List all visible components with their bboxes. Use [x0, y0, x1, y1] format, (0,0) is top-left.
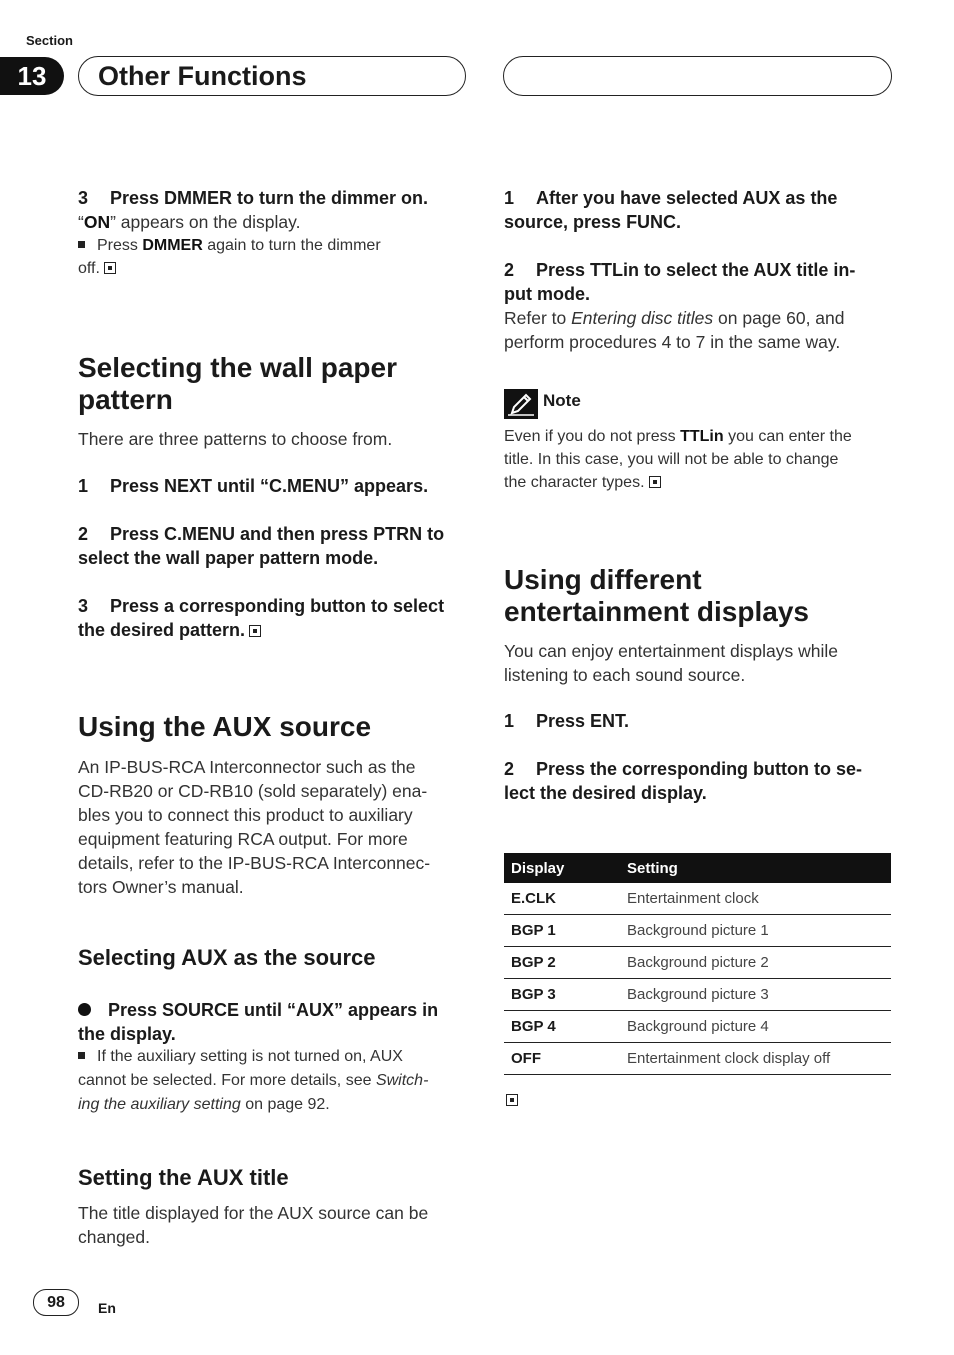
step2-body-rest: on page 60, and [713, 308, 845, 328]
dimmer-note-pre: Press [97, 237, 143, 254]
display-code: BGP 4 [504, 1011, 620, 1043]
step-text-line2: put mode. [504, 284, 590, 304]
step2-body-pre: Refer to [504, 308, 572, 328]
step-text: Press a corresponding button to select [110, 596, 445, 616]
aux-title-body [78, 1201, 466, 1249]
step2-body [504, 306, 892, 354]
note-line1-pre: Even if you do not press [504, 428, 681, 445]
column-header: Display [504, 853, 620, 883]
aux-title-body-line2: changed. [78, 1227, 151, 1247]
language-code: En [98, 1300, 116, 1316]
dimmer-step [78, 186, 466, 210]
note-line2: title. In this case, you will not be able to change [504, 451, 839, 468]
step-text: Press TTLin to select the AUX title in- [536, 260, 856, 280]
note-pencil-icon [504, 389, 538, 419]
step-number: 3 [78, 596, 89, 616]
note-line1-rest: you can enter the [723, 428, 852, 445]
display-code: BGP 2 [504, 947, 620, 979]
aux-body-line: CD-RB20 or CD-RB10 (sold separately) ena- [78, 781, 428, 801]
header-empty-box [503, 56, 892, 96]
entertainment-heading-line1: Using different [504, 564, 702, 595]
step2-body-line2: perform procedures 4 to 7 in the same way. [504, 332, 841, 352]
step-number: 1 [504, 188, 515, 208]
wall-paper-heading [78, 352, 466, 416]
aux-func-step-1 [504, 186, 892, 234]
aux-heading: Using the AUX source [78, 711, 372, 742]
aux-body-line: details, refer to the IP-BUS-RCA Interconnec- [78, 853, 431, 873]
step-text: Press ENT. [536, 711, 630, 731]
entertainment-intro [504, 639, 892, 687]
step-number: 1 [504, 711, 515, 731]
note-body [504, 425, 892, 494]
aux-note-line2: cannot be selected. For more details, see [78, 1072, 376, 1089]
entertainment-intro-line2: listening to each sound source. [504, 665, 746, 685]
display-code: OFF [504, 1043, 620, 1075]
quote-open: “ [78, 212, 84, 232]
page-number: 98 [33, 1289, 79, 1316]
step-number: 3 [78, 188, 89, 208]
step-text-line2: lect the desired display. [504, 783, 707, 803]
table-row [504, 947, 891, 979]
step-text-line2: the desired pattern. [78, 620, 246, 640]
entertainment-intro-line1: You can enjoy entertainment displays while [504, 641, 839, 661]
aux-body-line: bles you to connect this product to auxiliary [78, 805, 413, 825]
note-line3: the character types. [504, 474, 645, 491]
table-row [504, 915, 891, 947]
dimmer-note [78, 234, 466, 280]
aux-body-line: equipment featuring RCA output. For more [78, 829, 408, 849]
step-text: Press the corresponding button to se- [536, 759, 863, 779]
aux-body [78, 755, 466, 899]
display-table [504, 853, 891, 1075]
display-table-wrap [504, 853, 891, 1075]
aux-note-link-part2: ing the auxiliary setting [78, 1096, 241, 1113]
wall-step-2 [78, 522, 466, 570]
wall-heading-line2: pattern [78, 384, 173, 415]
display-code: BGP 1 [504, 915, 620, 947]
step-text-line2: select the wall paper pattern mode. [78, 548, 379, 568]
chapter-title: Other Functions [98, 61, 307, 91]
step-text: Press NEXT until “C.MENU” appears. [110, 476, 429, 496]
ttlin-keyword: TTLin [680, 428, 724, 445]
entertainment-step-1 [504, 709, 892, 733]
aux-source-heading: Selecting AUX as the source [78, 945, 376, 970]
aux-note-link-part1: Switch- [375, 1072, 429, 1089]
on-keyword: ON [83, 212, 111, 232]
column-header: Setting [620, 853, 891, 883]
section-label: Section [26, 33, 73, 48]
aux-source-step [78, 998, 466, 1046]
end-mark-icon [104, 262, 116, 274]
table-row [504, 1043, 891, 1075]
display-code: E.CLK [504, 883, 620, 915]
aux-body-line: An IP-BUS-RCA Interconnector such as the [78, 757, 416, 777]
end-mark-icon [649, 476, 661, 488]
aux-body-line: tors Owner’s manual. [78, 877, 244, 897]
aux-title-heading: Setting the AUX title [78, 1165, 289, 1190]
table-end-mark [506, 1092, 518, 1110]
entertainment-step-2 [504, 757, 892, 805]
aux-source-note [78, 1045, 466, 1117]
step-number: 2 [78, 524, 89, 544]
table-row [504, 883, 891, 915]
step-number: 1 [78, 476, 89, 496]
display-setting: Background picture 2 [620, 947, 891, 979]
display-setting: Background picture 1 [620, 915, 891, 947]
dimmer-note-line2: off. [78, 260, 100, 277]
wall-heading-line1: Selecting the wall paper [78, 352, 397, 383]
wall-intro: There are three patterns to choose from. [78, 429, 393, 449]
end-mark-icon [506, 1094, 518, 1106]
entering-disc-titles-ref: Entering disc titles [571, 308, 714, 328]
table-row [504, 979, 891, 1011]
step-text: Press C.MENU and then press PTRN to [110, 524, 445, 544]
chapter-title-box [78, 56, 466, 96]
aux-func-step-2 [504, 258, 892, 306]
step-text-line2: the display. [78, 1024, 176, 1044]
dimmer-note-rest: again to turn the dimmer [202, 237, 381, 254]
bullet-square-icon [78, 1052, 85, 1059]
table-header-row [504, 853, 891, 883]
aux-note-line3-rest: on page 92. [240, 1096, 330, 1113]
aux-title-body-line1: The title displayed for the AUX source can be [78, 1203, 429, 1223]
bullet-dot-icon [78, 1003, 91, 1016]
step-text-line2: source, press FUNC. [504, 212, 682, 232]
dimmer-on-rest: ” appears on the display. [110, 212, 301, 232]
wall-step-1 [78, 474, 466, 498]
display-setting: Background picture 4 [620, 1011, 891, 1043]
step-number: 2 [504, 759, 515, 779]
step-text: Press SOURCE until “AUX” appears in [108, 1000, 439, 1020]
entertainment-heading-line2: entertainment displays [504, 596, 809, 627]
step-text: After you have selected AUX as the [536, 188, 838, 208]
section-number-badge: 13 [0, 57, 64, 95]
entertainment-heading [504, 564, 892, 628]
end-mark-icon [249, 625, 261, 637]
display-setting: Entertainment clock display off [620, 1043, 891, 1075]
note-label: Note [543, 391, 581, 410]
table-row [504, 1011, 891, 1043]
display-code: BGP 3 [504, 979, 620, 1011]
aux-note-line1: If the auxiliary setting is not turned on, AUX [97, 1048, 403, 1065]
dimmer-keyword: DMMER [142, 237, 203, 254]
display-setting: Entertainment clock [620, 883, 891, 915]
step-text: Press DMMER to turn the dimmer on. [110, 188, 429, 208]
bullet-square-icon [78, 241, 85, 248]
wall-step-3 [78, 594, 466, 642]
dimmer-on-text [78, 210, 466, 234]
step-number: 2 [504, 260, 515, 280]
display-setting: Background picture 3 [620, 979, 891, 1011]
